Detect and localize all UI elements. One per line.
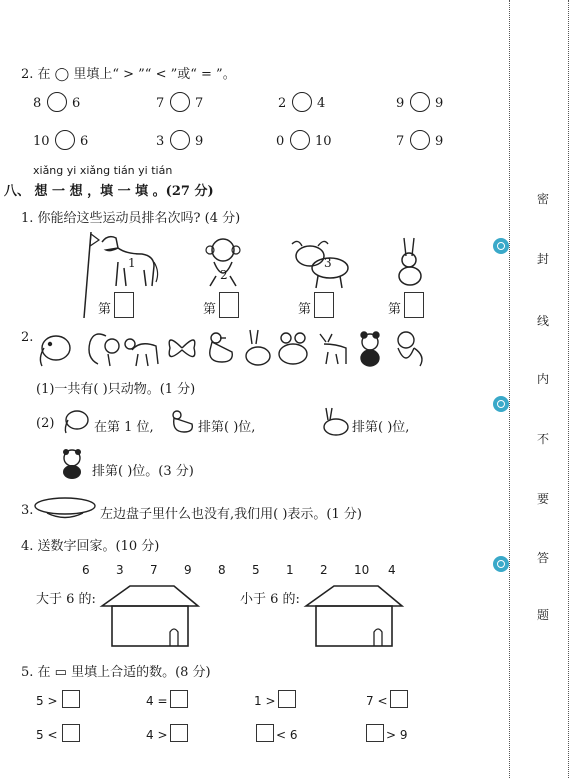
cmp-right-value: 9 bbox=[435, 134, 444, 149]
q5-expr-pre: 5 < bbox=[36, 728, 58, 742]
compare-circle-input[interactable] bbox=[47, 92, 67, 112]
rank-label: 第 bbox=[98, 302, 112, 317]
house-right-icon bbox=[304, 584, 404, 648]
compare-circle-input[interactable] bbox=[170, 92, 190, 112]
monkey-small-icon bbox=[398, 332, 422, 366]
cmp-right-value: 7 bbox=[195, 96, 204, 111]
q3-text: 左边盘子里什么也没有,我们用( )表示。(1 分) bbox=[100, 507, 362, 522]
butterfly-icon bbox=[169, 340, 195, 357]
q5-answer-box[interactable] bbox=[62, 724, 80, 742]
q2b-line2-duck-text: 排第( )位, bbox=[198, 420, 256, 435]
duck-icon bbox=[170, 410, 194, 434]
horse-number: 1 bbox=[128, 256, 136, 270]
cmp-right-value: 9 bbox=[435, 96, 444, 111]
panda-icon bbox=[58, 448, 88, 480]
empty-plate-icon bbox=[33, 496, 97, 522]
elephant-icon bbox=[62, 408, 90, 434]
compare-circle-input[interactable] bbox=[292, 92, 312, 112]
cmp-left-value: 7 bbox=[156, 96, 165, 111]
rabbit-icon bbox=[318, 406, 350, 436]
rank-input-box[interactable] bbox=[404, 292, 424, 318]
q5-expr-pre: 4 > bbox=[146, 728, 168, 742]
binding-hole-icon bbox=[493, 556, 509, 572]
cmp-right-value: 6 bbox=[80, 134, 89, 149]
q4-number: 8 bbox=[218, 563, 226, 577]
rabbit-small-icon bbox=[246, 330, 270, 365]
cmp-left-value: 9 bbox=[396, 96, 405, 111]
side-char-6: 要 bbox=[537, 492, 550, 506]
q5-expr-pre: 5 > bbox=[36, 694, 58, 708]
side-char-3: 线 bbox=[537, 314, 550, 328]
q2-title: 2. 在 ◯ 里填上“ > ”“ < ”或“ = ”。 bbox=[21, 67, 236, 82]
squirrel-icon bbox=[89, 334, 119, 366]
q5-expr-pre: 7 < bbox=[366, 694, 388, 708]
rank-label: 第 bbox=[388, 302, 402, 317]
cmp-right-value: 9 bbox=[195, 134, 204, 149]
q4-right-label: 小于 6 的: bbox=[240, 592, 300, 607]
q2b-line2-elephant-text: 在第 1 位, bbox=[94, 420, 154, 435]
q5-expr-pre: 1 > bbox=[254, 694, 276, 708]
q5-expr-post: < 6 bbox=[276, 728, 298, 742]
rank-input-box[interactable] bbox=[114, 292, 134, 318]
q2b-line3: 排第( )位。(3 分) bbox=[92, 464, 194, 479]
q4-number-list bbox=[82, 563, 422, 577]
cmp-left-value: 7 bbox=[396, 134, 405, 149]
q4-number: 7 bbox=[150, 563, 158, 577]
side-char-2: 封 bbox=[537, 252, 550, 266]
q5-answer-box[interactable] bbox=[62, 690, 80, 708]
q1-title: 1. 你能给这些运动员排名次吗? (4 分) bbox=[21, 211, 241, 226]
q2b-line2-prefix: (2) bbox=[36, 416, 55, 431]
section-title: 八、 想 一 想 ，填 一 填 。(27 分) bbox=[4, 184, 214, 199]
cmp-right-value: 4 bbox=[317, 96, 326, 111]
section-pinyin: xiǎng yi xiǎng tián yi tián bbox=[33, 164, 173, 177]
compare-circle-input[interactable] bbox=[290, 130, 310, 150]
elephant-icon bbox=[40, 336, 70, 366]
cmp-left-value: 0 bbox=[276, 134, 285, 149]
duck-icon bbox=[210, 333, 233, 362]
q4-number: 4 bbox=[388, 563, 396, 577]
cmp-left-value: 8 bbox=[33, 96, 42, 111]
compare-circle-input[interactable] bbox=[55, 130, 75, 150]
rank-input-box[interactable] bbox=[219, 292, 239, 318]
binding-hole-icon bbox=[493, 238, 509, 254]
compare-circle-input[interactable] bbox=[170, 130, 190, 150]
q5-expr-pre: 4 = bbox=[146, 694, 168, 708]
q4-title: 4. 送数字回家。(10 分) bbox=[21, 539, 160, 554]
compare-circle-input[interactable] bbox=[410, 130, 430, 150]
q5-answer-box[interactable] bbox=[366, 724, 384, 742]
side-char-1: 密 bbox=[537, 192, 550, 206]
pony-icon bbox=[125, 339, 158, 366]
rank-label: 第 bbox=[203, 302, 217, 317]
panda-icon bbox=[361, 332, 379, 366]
q5-answer-box[interactable] bbox=[278, 690, 296, 708]
q5-expr-post: > 9 bbox=[386, 728, 408, 742]
q5-title: 5. 在 ▭ 里填上合适的数。(8 分) bbox=[21, 665, 211, 680]
house-left-icon bbox=[100, 584, 200, 648]
q4-number: 5 bbox=[252, 563, 260, 577]
binding-hole-icon bbox=[493, 396, 509, 412]
q2b-line2-rabbit-text: 排第( )位, bbox=[352, 420, 410, 435]
cmp-left-value: 10 bbox=[33, 134, 50, 149]
q5-answer-box[interactable] bbox=[170, 690, 188, 708]
q3-number: 3. bbox=[21, 503, 34, 518]
q5-answer-box[interactable] bbox=[390, 690, 408, 708]
q2b-line1: (1)一共有( )只动物。(1 分) bbox=[36, 382, 196, 397]
q5-answer-box[interactable] bbox=[256, 724, 274, 742]
monkey-number: 2 bbox=[220, 268, 228, 282]
side-char-5: 不 bbox=[537, 432, 550, 446]
q4-number: 9 bbox=[184, 563, 192, 577]
binding-line-left bbox=[509, 0, 510, 778]
cmp-right-value: 6 bbox=[72, 96, 81, 111]
q4-number: 10 bbox=[354, 563, 370, 577]
q2b-number: 2. bbox=[21, 330, 34, 345]
cmp-right-value: 10 bbox=[315, 134, 332, 149]
rank-label: 第 bbox=[298, 302, 312, 317]
goat-icon bbox=[320, 334, 346, 364]
q4-left-label: 大于 6 的: bbox=[36, 592, 96, 607]
ox-icon bbox=[288, 238, 352, 290]
animal-row-image bbox=[36, 328, 436, 368]
side-char-8: 题 bbox=[537, 608, 550, 622]
q4-number: 1 bbox=[286, 563, 294, 577]
frog-icon bbox=[279, 333, 307, 364]
cmp-left-value: 3 bbox=[156, 134, 165, 149]
side-char-7: 答 bbox=[537, 551, 550, 565]
q4-number: 2 bbox=[320, 563, 328, 577]
rabbit-icon bbox=[392, 236, 428, 288]
rank-input-box[interactable] bbox=[314, 292, 334, 318]
q4-number: 6 bbox=[82, 563, 90, 577]
q4-number: 3 bbox=[116, 563, 124, 577]
ox-number: 3 bbox=[324, 256, 332, 270]
compare-circle-input[interactable] bbox=[410, 92, 430, 112]
binding-line-right bbox=[568, 0, 569, 778]
cmp-left-value: 2 bbox=[278, 96, 287, 111]
q5-answer-box[interactable] bbox=[170, 724, 188, 742]
side-char-4: 内 bbox=[537, 372, 550, 386]
